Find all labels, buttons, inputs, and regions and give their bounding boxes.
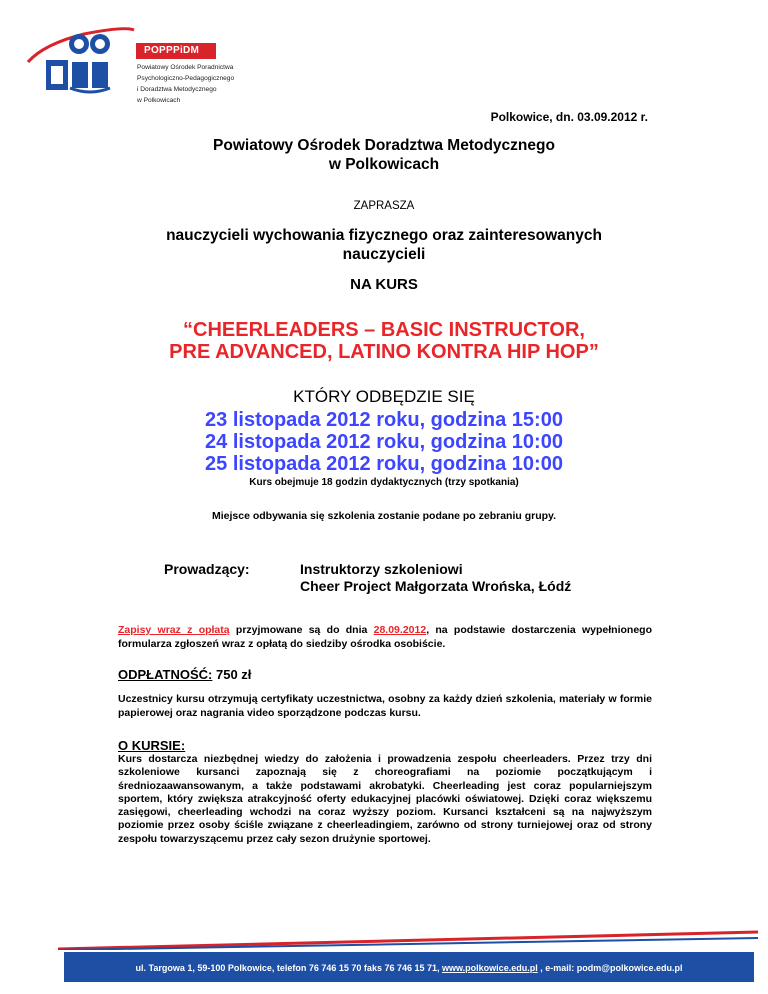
fee-line — [118, 667, 251, 682]
footer-address: ul. Targowa 1, 59-100 Polkowice, telefon 76 746 15 70 faks 76 746 15 71, — [135, 963, 443, 973]
logo-emblem-icon — [24, 18, 136, 98]
course-title: PRE ADVANCED, LATINO KONTRA HIP HOP” — [169, 341, 599, 363]
enrollment-paragraph — [118, 624, 652, 651]
course-date: 23 listopada 2012 roku, godzina 15:00 — [205, 409, 563, 431]
footer-email: , e-mail: podm@polkowice.edu.pl — [537, 963, 683, 973]
logo-text-line: Powiatowy Ośrodek Poradnictwa — [137, 64, 234, 71]
enrollment-highlight: Zapisy wraz z opłatą — [118, 624, 230, 636]
logo-text-line: i Doradztwa Metodycznego — [137, 86, 217, 93]
course-intro: NA KURS — [350, 276, 418, 293]
audience-line: nauczycieli — [342, 246, 426, 263]
footer-contact — [64, 963, 754, 973]
invites-label: ZAPRASZA — [353, 200, 415, 212]
fee-value: 750 zł — [212, 667, 252, 682]
enrollment-text: przyjmowane są do dnia — [229, 624, 374, 636]
course-date: 24 listopada 2012 roku, godzina 10:00 — [205, 431, 563, 453]
logo-text-line: w Polkowicach — [137, 97, 181, 104]
certificates-paragraph: Uczestnicy kursu otrzymują certyfikaty uczestnictwa, osobny za każdy dzień szkolenia, materiały w formie papierowej oraz nagrania video sporządzone podczas kursu. — [118, 693, 652, 719]
hours-note: Kurs obejmuje 18 godzin dydaktycznych (trzy spotkania) — [249, 477, 519, 488]
organizer-name: Powiatowy Ośrodek Doradztwa Metodycznego — [213, 137, 555, 154]
about-paragraph: Kurs dostarcza niezbędnej wiedzy do założenia i prowadzenia zespołu cheerleaders. Przez trzy dni szkoleniowe kursanci zapoznają się z choreografiami na poziomie początkującym i średniozaawansowanym, a także podstawami akrobatyki. Cheerleading jest coraz popularniejszym sportem, który zwiększa atrakcyjność oferty edukacyjnej placówki oświatowej. Dzięki coraz większemu zasięgowi, cheerleading wchodzi na coraz wyższy poziom. Kursanci kształceni są na najwyższym poziomie przez osoby ściśle związane z cheerleadingiem, zarówno od strony turniejowej oraz od strony zespołu towarzyszącemu przez cały sezon drużynie sportowej. — [118, 753, 652, 845]
audience-line: nauczycieli wychowania fizycznego oraz zainteresowanych — [166, 227, 602, 244]
logo-text-line: Psychologiczno-Pedagogicznego — [137, 75, 235, 82]
place-note: Miejsce odbywania się szkolenia zostanie podane po zebraniu grupy. — [211, 510, 557, 522]
instructors-label: Prowadzący: — [164, 561, 250, 577]
takes-place-label: KTÓRY ODBĘDZIE SIĘ — [293, 387, 475, 406]
enrollment-text: , na podstawie dostarczenia wypełnionego formularza zgłoszeń wraz z opłatą do siedziby ośrodka osobiście. — [118, 624, 653, 650]
course-date: 25 listopada 2012 roku, godzina 10:00 — [205, 453, 563, 475]
footer-website-link[interactable]: www.polkowice.edu.pl — [442, 963, 538, 973]
institution-logo — [24, 18, 235, 104]
footer-decoration — [58, 930, 758, 950]
course-title: “CHEERLEADERS – BASIC INSTRUCTOR, — [183, 319, 585, 341]
fee-label: ODPŁATNOŚĆ: — [118, 667, 213, 682]
document-date: Polkowice, dn. 03.09.2012 r. — [490, 110, 648, 124]
enrollment-deadline: 28.09.2012 — [373, 624, 427, 636]
about-heading: O KURSIE: — [118, 738, 186, 753]
instructors-company: Cheer Project Małgorzata Wrońska, Łódź — [300, 578, 572, 594]
organizer-location: w Polkowicach — [328, 156, 440, 173]
logo-badge: POPPPiDM — [136, 43, 216, 59]
instructors-name: Instruktorzy szkoleniowi — [300, 561, 463, 577]
